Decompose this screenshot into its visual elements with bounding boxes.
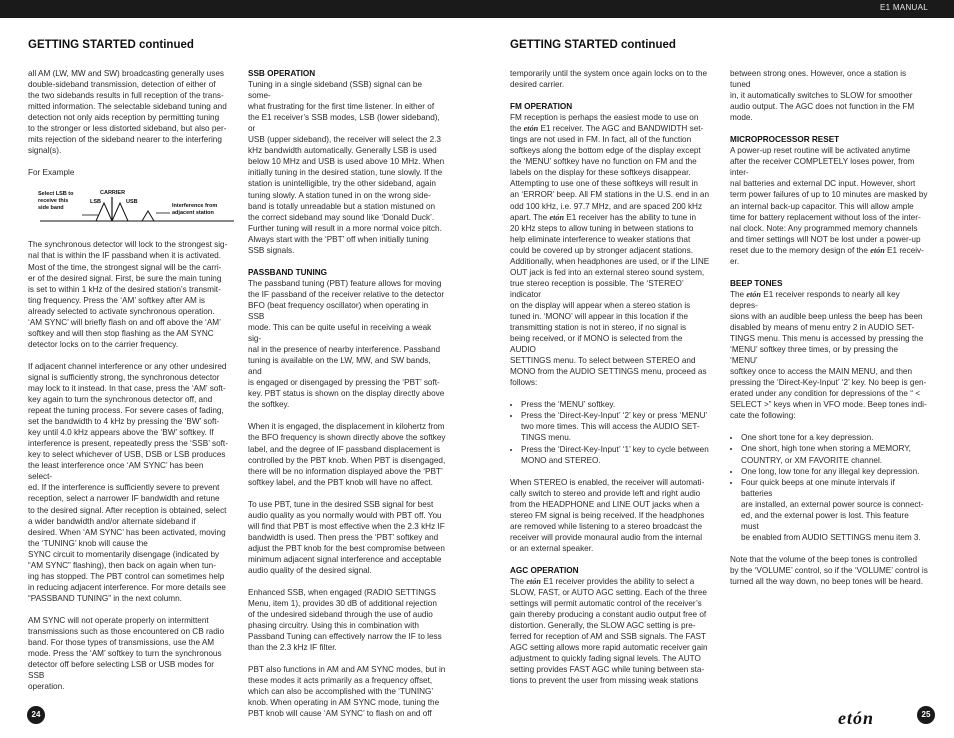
usb-label: USB xyxy=(126,199,138,206)
text-run: E1 receiver has the ability to tune in 20 kHz steps to allow tuning in between stations to help eliminate interference to weaker stations that could be covered up by stronger adjacent stations. Additionally, when headphones are used, or if the LINE OUT jack is fed into an external stereo sound system, true stereo reception is possible. The ‘STEREO’ indicator on the display will appear when a stereo station is tuned in. ‘MONO’ will appear in this location if the transmitting station is not in stereo, if no signal is being received, or if MONO is selected from the AUDIO SETTINGS menu. To select between STEREO and MONO from the AUDIO SETTINGS menu, proceed as follows: xyxy=(510,212,710,388)
eton-logo: etón xyxy=(838,708,875,728)
paragraph: temporarily until the system once again locks on to the desired carrier. xyxy=(510,69,708,90)
paragraph: When it is engaged, the displacement in kilohertz from the BFO frequency is shown directly above the softkey label, and the degree of IF passband displacement is controlled by the PBT knob. When PBT is disengaged, there will be no information displayed above the ‘PBT’ softkey label, and the PBT knob will have no affect. xyxy=(248,422,446,487)
eton-wordmark: etón xyxy=(746,289,761,299)
list-item: • One short tone for a key depression. xyxy=(741,432,928,443)
section-heading: BEEP TONES xyxy=(730,278,783,288)
list-item: • One long, low tone for any illegal key depression. xyxy=(741,466,928,477)
section-heading: SSB OPERATION xyxy=(248,69,316,78)
text-run: E1 receiver. The AGC and BANDWIDTH set- tings are not used in FM. In fact, all of the function softkeys along the bottom edge of the display except the ‘MENU’ softkey have no function on FM and the labels on the display for these softkeys disappear. Attempting to use one of these softkeys will result in an ‘ERROR’ beep. All FM stations in the U.S. end in an odd 100 kHz, i.e. 97.7 MHz, and are spaced 200 kHz apart. The xyxy=(510,124,710,222)
paragraph: If adjacent channel interference or any other undesired signal is sufficiently strong, the synchronous detector may lock to it instead. In that case, press the ‘AM’ soft- key again to turn the synchronous detector off, and repeat the tuning process. For severe cases of fading, set the bandwidth to 4 kHz by pressing the ‘BW’ soft- key until 4.0 kHz appears above the ‘BW’ softkey. If interference is present, repeatedly press the ‘SSB’ soft- key to select whichever of USB, DSB or LSB produces the least interference once ‘AM SYNC’ has been select- ed. If the interference is sufficiently severe to prevent reception, select a narrower IF bandwidth and retune to the desired signal. After reception is obtained, select a wider bandwidth and/or alternate sideband if desired. When ‘AM SYNC’ has been activated, moving the ‘TUNING’ knob will cause the SYNC circuit to momentarily disengage (indicated by “AM SYNC” flashing), then back on again when tun- ing has stopped. The PBT control can sometimes help in reducing adjacent interference. For more details see “PASSBAND TUNING” in the next column. xyxy=(28,361,228,603)
text-run: E1 receiv- er. xyxy=(730,245,924,266)
paragraph: Tuning in a single sideband (SSB) signal can be some- what frustrating for the first time listener. In either of the E1 receiver’s SSB modes, LSB (lower sideband), or USB (upper sideband), the receiver will select the 2.3 kHz bandwidth automatically. Generally LSB is used below 10 MHz and USB is used above 10 MHz. When initially tuning in the desired station, tune slowly. If the station is unintelligible, try the other sideband, again tuning slowly. A station tuned in on the wrong side- band is totally unreadable but a station mistuned on the correct sideband may sound like ‘Donald Duck’. Further tuning will result in a more normal voice pitch. Always start with the ‘PBT’ off when initially tuning SSB signals. xyxy=(248,80,445,255)
section-heading: PASSBAND TUNING xyxy=(248,267,327,277)
eton-wordmark: etón xyxy=(526,576,541,586)
paragraph: between strong ones. However, once a station is tuned in, it automatically switches to SLOW for smoother audio output. The AGC does not function in the FM mode. xyxy=(730,69,915,123)
eton-wordmark: etón xyxy=(870,245,885,255)
paragraph xyxy=(510,112,710,388)
list-item: • Four quick beeps at one minute intervals if batteries are installed, an external power source is connect- ed, and the external power is lost. This feature must be enabled from AUDIO SETTINGS menu item 3. xyxy=(741,477,928,543)
paragraph: all AM (LW, MW and SW) broadcasting generally uses double-sideband transmission, detection of either of the two sidebands results in full reception of the trans- mitted information. The selectable sideband tuning and detection not only aids reception by permitting tuning to the stronger or less distorted sideband, but also per- mits rejection of the sideband nearer to the interfering signal(s). xyxy=(28,69,227,156)
column-4 xyxy=(730,68,928,598)
text-run: The xyxy=(510,576,527,586)
list-item: • Press the ‘Direct-Key-Input’ ‘2’ key or press ‘MENU’ two more times. This will access the AUDIO SET- TINGS menu. xyxy=(521,410,710,443)
text-run: A power-up reset routine will be activated anytime after the receiver COMPLETELY loses power, from inter- nal batteries and external DC input. However, short term power failures of up to 10 minutes are masked by an internal back-up capacitor. This will allow ample time for battery replacement without loss of the inter- nal clock. Note: Any programmed memory channels and timer settings will NOT be lost under a power-up reset due to the memory design of the xyxy=(730,146,928,255)
select-lsb-label: Select LSB to receive this side band xyxy=(38,191,74,212)
paragraph: Enhanced SSB, when engaged (RADIO SETTINGS Menu, item 1), provides 30 dB of additional rejection of the undesired sideband through the use of audio phasing circuitry. Using this in combination with Passband Tuning can effectively narrow the IF to less than the 2.3 kHz IF filter. xyxy=(248,588,442,653)
section-heading: MICROPROCESSOR RESET xyxy=(730,135,840,145)
section-heading: AGC OPERATION xyxy=(510,565,579,575)
section-heading: FM OPERATION xyxy=(510,102,573,112)
paragraph: The passband tuning (PBT) feature allows for moving the IF passband of the receiver relative to the detector BFO (beat frequency oscillator) when operating in SSB mode. This can be quite useful in receiving a weak sig- nal in the presence of nearby interference. Passband tuning is available on the LW, MW, and SW bands, and is engaged or disengaged by pressing the ‘PBT’ soft- key. PBT status is shown on the display directly above the softkey. xyxy=(248,278,445,410)
paragraph: When STEREO is enabled, the receiver will automati- cally switch to stereo and provide left and right audio from the HEADPHONE and LINE OUT jacks when a stereo FM signal is being received. If the headphones are removed while listening to a stereo broadcast the receiver will provide monaural audio from the internal or an external speaker. xyxy=(510,477,705,553)
paragraph xyxy=(730,289,928,422)
paragraph xyxy=(730,145,928,267)
column-3 xyxy=(510,68,710,697)
paragraph: To use PBT, tune in the desired SSB signal for best audio quality as you normally would with PBT off. You will find that PBT is most effective when the 2.3 kHz IF bandwidth is used. Then press the ‘PBT’ softkey and adjust the PBT knob for the best compromise between minimum adjacent signal interference and acceptable audio quality of the desired signal. xyxy=(248,499,445,575)
paragraph: For Example xyxy=(28,168,75,178)
text-run: The xyxy=(730,289,747,299)
text-run: FM reception is perhaps the easiest mode to use on the xyxy=(510,113,699,134)
page-number-left: 24 xyxy=(27,706,45,724)
left-page-heading: GETTING STARTED continued xyxy=(28,39,194,51)
manual-label: E1 MANUAL xyxy=(879,3,928,12)
bullet-list xyxy=(510,399,710,465)
paragraph: The synchronous detector will lock to the strongest sig- nal that is within the IF passband when it is activated. Most of the time, the strongest signal will be the carri- er of the desired signal. First, be sure the main tuning is set to within 1 kHz of the desired station’s transmit- ting frequency. Press the ‘AM’ softkey after AM is already selected to activate synchronous operation. ‘AM SYNC’ will briefly flash on and off above the ‘AM’ softkey and will then stop flashing as the AM SYNC detector locks on to the carrier frequency. xyxy=(28,240,228,349)
interference-peak xyxy=(142,211,154,221)
right-page-heading: GETTING STARTED continued xyxy=(510,39,676,51)
text-run: E1 receiver responds to nearly all key depres- sions with an audible beep unless the beep has been disabled by means of menu entry 2 in AUDIO SET- TINGS menu. This menu is accessed by pressing the ‘MENU’ softkey three times, or by pressing the ‘MENU’ softkey once to access the MAIN MENU, and then pressing the ‘Direct-Key-Input’ ‘2’ key. No beep is gen- erated under any condition for depressions of the “ < SELECT >” keys when in VFO mode. Beep tones indi- cate the following: xyxy=(730,289,927,421)
header-bar xyxy=(0,0,954,18)
paragraph: AM SYNC will not operate properly on intermittent transmissions such as those encountered on CB radio band. For those types of transmissions, use the AM mode. Press the ‘AM’ softkey to turn the synchronous detector off before selecting LSB or USB modes for SSB operation. xyxy=(28,615,225,692)
list-item: • One short, high tone when storing a MEMORY, COUNTRY, or XM FAVORITE channel. xyxy=(741,443,928,465)
paragraph xyxy=(510,576,710,686)
column-1 xyxy=(28,68,228,703)
text-run: E1 receiver provides the ability to select a SLOW, FAST, or AUTO AGC setting. Each of the three settings will permit automatic control of the receiver’s gain thereby producing a constant audio output free of distortion. Generally, the SLOW AGC setting is pre- ferred for reception of AM and SSB signals. The FAST AGC setting allows more rapid automatic receiver gain adjustment to quickly fading signal levels. The AUTO setting provides FAST AGC while tuning between sta- tions to prevent the user from missing weak stations xyxy=(510,576,708,686)
page-number-right: 25 xyxy=(917,706,935,724)
carrier-label: CARRIER xyxy=(100,190,126,197)
sideband-diagram xyxy=(38,189,238,229)
list-item: • Press the ‘MENU’ softkey. xyxy=(521,399,710,410)
lsb-label: LSB xyxy=(90,199,101,206)
bullet-list xyxy=(730,432,928,542)
paragraph: PBT also functions in AM and AM SYNC modes, but in these modes it acts primarily as a frequency offset, which can also be accomplished with the ‘TUNING’ knob. When operating in AM SYNC mode, tuning the PBT knob will cause ‘AM SYNC’ to flash on and off xyxy=(248,665,446,719)
eton-wordmark: etón xyxy=(523,124,539,134)
interference-label: Interference from adjacent station xyxy=(172,203,218,217)
column-2 xyxy=(248,68,446,731)
eton-wordmark: etón xyxy=(549,212,565,222)
list-item: • Press the ‘Direct-Key-Input’ ‘1’ key to cycle between MONO and STEREO. xyxy=(521,444,710,466)
paragraph: Note that the volume of the beep tones is controlled by the ‘VOLUME’ control, so if the ‘VOLUME’ control is turned all the way down, no beep tones will be heard. xyxy=(730,554,928,586)
